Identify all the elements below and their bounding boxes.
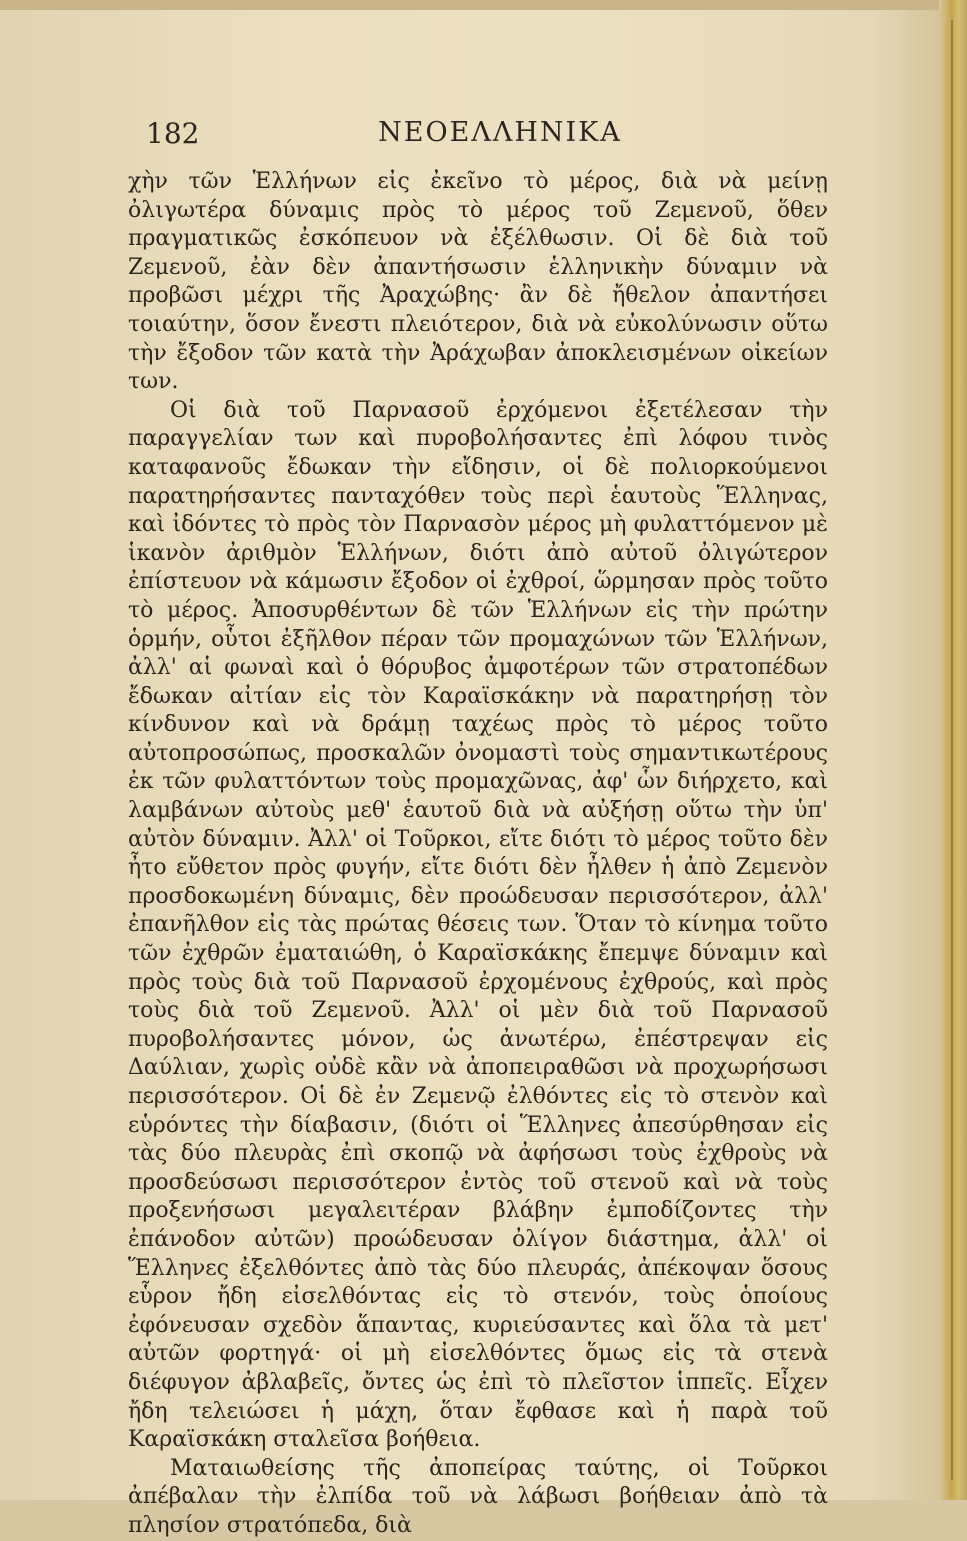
paragraph: Ματαιωθείσης τῆς ἀποπείρας ταύτης, οἱ Τοῦρκοι ἀπέβαλαν τὴν ἐλπίδα τοῦ νὰ λάβωσι βοήθειαν ἀπὸ τὰ πλησίον στρατόπεδα, διὰ (128, 1455, 828, 1538)
page-header (100, 117, 900, 157)
page-edge-line (951, 20, 953, 1480)
page-top-edge (0, 0, 967, 10)
paragraph: Οἱ διὰ τοῦ Παρνασοῦ ἐρχόμενοι ἐξετέλεσαν τὴν παραγγελίαν των καὶ πυροβολήσαντες ἐπὶ λόφου τινὸς καταφανοῦς ἔδωκαν τὴν εἴδησιν, οἱ δὲ πολιορκούμενοι παρατηρήσαντες πανταχόθεν τοὺς περὶ ἑαυτοὺς Ἕλληνας, καὶ ἰδόντες τὸ πρὸς τὸν Παρνασὸν μέρος μὴ φυλαττόμενον μὲ ἱκανὸν ἀριθμὸν Ἑλλήνων, διότι ἀπὸ αὐτοῦ ὀλιγώτερον ἐπίστευον νὰ κάμωσιν ἔξοδον οἱ ἐχθροί, ὥρμησαν πρὸς τοῦτο τὸ μέρος. Ἀποσυρθέντων δὲ τῶν Ἑλλήνων εἰς τὴν πρώτην ὁρμήν, οὗτοι ἐξῆλθον πέραν τῶν προμαχώνων τῶν Ἑλλήνων, ἀλλ' αἱ φωναὶ καὶ ὁ θόρυβος ἀμφοτέρων τῶν στρατοπέδων ἔδωκαν αἰτίαν εἰς τὸν Καραϊσκάκην νὰ παρατηρήσῃ τὸν κίνδυνον καὶ νὰ δράμῃ ταχέως πρὸς τὸ μέρος τοῦτο αὐτοπροσώπως, προσκαλῶν ὀνομαστὶ τοὺς σημαντικωτέρους ἐκ τῶν φυλαττόντων τοὺς προμαχῶνας, ἀφ' ὧν διήρχετο, καὶ λαμβάνων αὐτοὺς μεθ' ἑαυτοῦ διὰ νὰ αὐξήσῃ οὕτω τὴν ὑπ' αὐτὸν δύναμιν. Ἀλλ' οἱ Τοῦρκοι, εἴτε διότι τὸ μέρος τοῦτο δὲν ἦτο εὔθετον πρὸς φυγήν, εἴτε διότι δὲν ἦλθεν ἡ ἀπὸ Ζεμενὸν προσδοκωμένη δύναμις, δὲν προώδευσαν περισσότερον, ἀλλ' ἐπανῆλθον εἰς τὰς πρώτας θέσεις των. Ὅταν τὸ κίνημα τοῦτο τῶν ἐχθρῶν ἐματαιώθη, ὁ Καραϊσκάκης ἔπεμψε δύναμιν καὶ πρὸς τοὺς διὰ τοῦ Παρνασοῦ ἐρχομένους ἐχθρούς, καὶ πρὸς τοὺς διὰ τοῦ Ζεμενοῦ. Ἀλλ' οἱ μὲν διὰ τοῦ Παρνασοῦ πυροβολήσαντες μόνον, ὡς ἀνωτέρω, ἐπέστρεψαν εἰς Δαύλιαν, χωρὶς οὐδὲ κἂν νὰ ἀποπειραθῶσι νὰ προχωρήσωσι περισσότερον. Οἱ δὲ ἐν Ζεμενῷ ἐλθόντες εἰς τὸ στενὸν καὶ εὑρόντες τὴν δίαβασιν, (διότι οἱ Ἕλληνες ἀπεσύρθησαν εἰς τὰς δύο πλευρὰς ἐπὶ σκοπῷ νὰ ἀφήσωσι τοὺς ἐχθροὺς νὰ προσδεύσωσι περισσότερον ἐντὸς τοῦ στενοῦ καὶ νὰ τοὺς προξενήσωσι μεγαλειτέραν βλάβην ἐμποδίζοντες τὴν ἐπάνοδον αὐτῶν) προώδευσαν ὀλίγον διάστημα, ἀλλ' οἱ Ἕλληνες ἐξελθόντες ἀπὸ τὰς δύο πλευράς, ἀπέκοψαν ὅσους εὗρον ἤδη εἰσελθόντας εἰς τὸ στενόν, τοὺς ὁποίους ἐφόνευσαν σχεδὸν ἅπαντας, κυριεύσαντες καὶ ὅλα τὰ μετ' αὐτῶν φορτηγά· οἱ μὴ εἰσελθόντες ὅμως εἰς τὰ στενὰ διέφυγον ἀβλαβεῖς, ὄντες ὡς ἐπὶ τὸ πλεῖστον ἱππεῖς. Εἶχεν ἤδη τελειώσει ἡ μάχη, ὅταν ἔφθασε καὶ ἡ παρὰ τοῦ Καραϊσκάκη σταλεῖσα βοήθεια. (128, 397, 828, 1453)
page-number: 182 (146, 117, 200, 150)
body-text (128, 168, 828, 1541)
page-gilded-edge (939, 0, 967, 1500)
running-head: ΝΕΟΕΛΛΗΝΙΚΑ (378, 117, 622, 148)
paragraph: χὴν τῶν Ἑλλήνων εἰς ἐκεῖνο τὸ μέρος, διὰ νὰ μείνῃ ὀλιγωτέρα δύναμις πρὸς τὸ μέρος τοῦ Ζεμενοῦ, ὅθεν πραγματικῶς ἐσκόπευον νὰ ἐξέλθωσιν. Οἱ δὲ διὰ τοῦ Ζεμενοῦ, ἐὰν δὲν ἀπαντήσωσιν ἑλληνικὴν δύναμιν νὰ προβῶσι μέχρι τῆς Ἀραχώβης· ἂν δὲ ἤθελον ἀπαντήσει τοιαύτην, ὅσον ἔνεστι πλειότερον, διὰ νὰ εὐκολύνωσιν οὕτω τὴν ἔξοδον τῶν κατὰ τὴν Ἀράχωβαν ἀποκλεισμένων οἰκείων των. (128, 169, 828, 395)
